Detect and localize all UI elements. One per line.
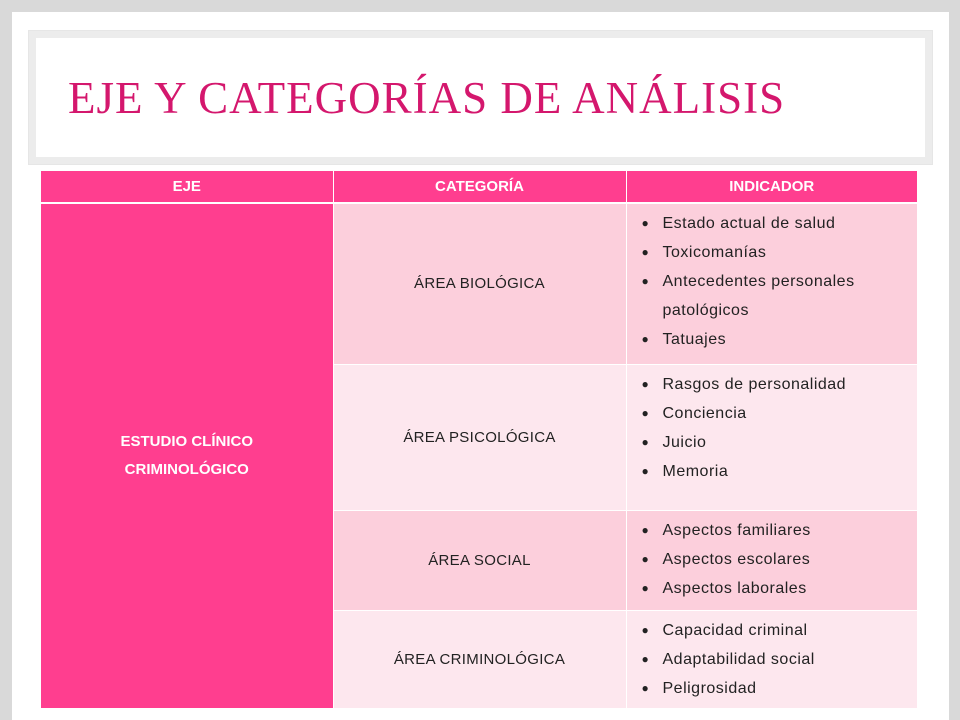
- list-item: ● Antecedentes personales patológicos: [627, 267, 912, 325]
- slide-title: EJE Y CATEGORÍAS DE ANÁLISIS: [68, 73, 786, 123]
- table-header-row: [41, 171, 917, 203]
- bullet-dot-icon: ●: [641, 245, 650, 259]
- list-item: ● Aspectos laborales: [627, 574, 912, 603]
- bullet-dot-icon: ●: [641, 622, 650, 637]
- bullet-dot-icon: ●: [641, 680, 650, 695]
- list-item: ● Capacidad criminal: [627, 616, 912, 645]
- categoria-cell: ÁREA BIOLÓGICA: [333, 203, 626, 364]
- indicador-cell: [626, 610, 917, 708]
- eje-line-1: ESTUDIO CLÍNICO: [120, 433, 253, 450]
- list-item: ● Adaptabilidad social: [627, 645, 912, 674]
- list-item: ● Memoria: [627, 457, 912, 486]
- categoria-cell: ÁREA SOCIAL: [333, 510, 626, 610]
- list-item: ● Peligrosidad: [627, 674, 912, 703]
- bullet-dot-icon: ●: [641, 463, 650, 478]
- list-item: ● Juicio: [627, 428, 912, 457]
- indicador-cell: [626, 510, 917, 610]
- list-item: ● Estado actual de salud: [627, 209, 912, 238]
- list-item: ● Tatuajes: [627, 325, 912, 354]
- bullet-dot-icon: ●: [641, 274, 650, 288]
- bullet-dot-icon: ●: [641, 551, 650, 566]
- header-indicador: INDICADOR: [626, 171, 917, 203]
- categoria-cell: ÁREA CRIMINOLÓGICA: [333, 610, 626, 708]
- list-item: ● Conciencia: [627, 399, 912, 428]
- list-item: ● Rasgos de personalidad: [627, 370, 912, 399]
- bullet-dot-icon: ●: [641, 332, 650, 346]
- bullet-dot-icon: ●: [641, 522, 650, 537]
- header-eje: EJE: [41, 171, 333, 203]
- indicador-cell: [626, 203, 917, 364]
- bullet-dot-icon: ●: [641, 434, 650, 449]
- eje-cell: [41, 203, 333, 708]
- eje-line-2: CRIMINOLÓGICO: [124, 461, 249, 478]
- analysis-table: [41, 171, 917, 709]
- bullet-dot-icon: ●: [641, 580, 650, 595]
- list-item: ● Aspectos escolares: [627, 545, 912, 574]
- bullet-dot-icon: ●: [641, 651, 650, 666]
- list-item: ● Aspectos familiares: [627, 516, 912, 545]
- bullet-dot-icon: ●: [641, 405, 650, 420]
- indicador-cell: [626, 364, 917, 510]
- categoria-cell: ÁREA PSICOLÓGICA: [333, 364, 626, 510]
- bullet-dot-icon: ●: [641, 216, 650, 230]
- list-item: ● Toxicomanías: [627, 238, 912, 267]
- bullet-dot-icon: ●: [641, 376, 650, 391]
- table-row: [41, 203, 917, 364]
- header-categoria: CATEGORÍA: [333, 171, 626, 203]
